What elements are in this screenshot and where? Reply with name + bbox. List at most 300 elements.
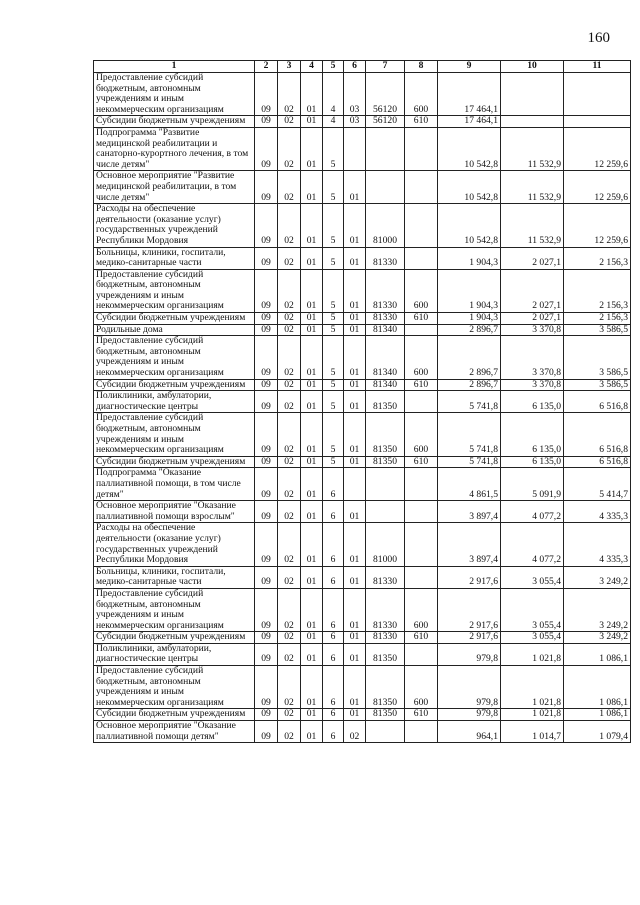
row-name: Основное мероприятие "Оказание паллиативной помощи взрослым" (94, 501, 255, 523)
rz-code: 09 (255, 379, 278, 391)
rz-code: 09 (255, 588, 278, 631)
table-row (94, 632, 631, 644)
table-header-row (94, 61, 631, 73)
direction-code: 56120 (366, 116, 405, 128)
program-code: 01 (301, 709, 323, 721)
amount-year2: 2 027,1 (501, 313, 564, 325)
expense-type-code: 610 (405, 456, 438, 468)
subprogram-code: 4 (323, 116, 344, 128)
program-code: 01 (301, 127, 323, 170)
row-name: Больницы, клиники, госпитали, медико-санитарные части (94, 566, 255, 588)
pr-code: 02 (278, 456, 301, 468)
rz-code: 09 (255, 269, 278, 312)
expense-type-code: 600 (405, 413, 438, 456)
event-code: 01 (344, 171, 366, 204)
amount-year2: 11 532,9 (501, 204, 564, 247)
amount-year3: 4 335,3 (564, 523, 631, 566)
amount-year2: 1 021,8 (501, 709, 564, 721)
amount-year1: 5 741,8 (438, 413, 501, 456)
amount-year1: 2 896,7 (438, 336, 501, 379)
subprogram-code: 5 (323, 269, 344, 312)
expense-type-code (405, 721, 438, 743)
table-row (94, 324, 631, 336)
expense-type-code: 610 (405, 379, 438, 391)
expense-type-code: 600 (405, 588, 438, 631)
expense-type-code (405, 566, 438, 588)
amount-year1: 2 917,6 (438, 632, 501, 644)
pr-code: 02 (278, 721, 301, 743)
column-header: 4 (301, 61, 323, 73)
table-row (94, 313, 631, 325)
pr-code: 02 (278, 391, 301, 413)
expense-type-code: 600 (405, 73, 438, 116)
direction-code: 81350 (366, 666, 405, 709)
direction-code: 81350 (366, 413, 405, 456)
direction-code (366, 501, 405, 523)
direction-code: 81000 (366, 523, 405, 566)
direction-code: 81350 (366, 456, 405, 468)
subprogram-code: 5 (323, 379, 344, 391)
column-header: 9 (438, 61, 501, 73)
event-code: 01 (344, 523, 366, 566)
table-row (94, 269, 631, 312)
table-body (94, 73, 631, 743)
expense-type-code (405, 324, 438, 336)
direction-code: 81350 (366, 709, 405, 721)
program-code: 01 (301, 501, 323, 523)
program-code: 01 (301, 73, 323, 116)
row-name: Предоставление субсидий бюджетным, автономным учреждениям и иным некоммерческим организациям (94, 588, 255, 631)
pr-code: 02 (278, 468, 301, 501)
rz-code: 09 (255, 324, 278, 336)
subprogram-code: 4 (323, 73, 344, 116)
event-code: 01 (344, 324, 366, 336)
event-code: 03 (344, 116, 366, 128)
rz-code: 09 (255, 523, 278, 566)
amount-year1: 1 904,3 (438, 247, 501, 269)
table-row (94, 468, 631, 501)
rz-code: 09 (255, 643, 278, 665)
program-code: 01 (301, 269, 323, 312)
subprogram-code: 5 (323, 204, 344, 247)
subprogram-code: 6 (323, 501, 344, 523)
subprogram-code: 6 (323, 643, 344, 665)
amount-year3 (564, 73, 631, 116)
pr-code: 02 (278, 116, 301, 128)
amount-year2: 1 014,7 (501, 721, 564, 743)
amount-year3: 12 259,6 (564, 204, 631, 247)
row-name: Поликлиники, амбулатории, диагностические центры (94, 643, 255, 665)
budget-table (93, 60, 631, 743)
event-code (344, 468, 366, 501)
direction-code: 81350 (366, 391, 405, 413)
pr-code: 02 (278, 247, 301, 269)
amount-year1: 1 904,3 (438, 313, 501, 325)
rz-code: 09 (255, 721, 278, 743)
pr-code: 02 (278, 666, 301, 709)
direction-code (366, 468, 405, 501)
column-header: 7 (366, 61, 405, 73)
amount-year3: 6 516,8 (564, 391, 631, 413)
expense-type-code (405, 523, 438, 566)
pr-code: 02 (278, 73, 301, 116)
expense-type-code (405, 643, 438, 665)
table-row (94, 204, 631, 247)
row-name: Расходы на обеспечение деятельности (оказание услуг) государственных учреждений Республики Мордовия (94, 204, 255, 247)
direction-code: 81340 (366, 379, 405, 391)
amount-year1: 10 542,8 (438, 204, 501, 247)
amount-year3: 4 335,3 (564, 501, 631, 523)
program-code: 01 (301, 523, 323, 566)
expense-type-code: 610 (405, 632, 438, 644)
event-code: 01 (344, 666, 366, 709)
amount-year1: 3 897,4 (438, 523, 501, 566)
direction-code: 56120 (366, 73, 405, 116)
program-code: 01 (301, 721, 323, 743)
row-name: Субсидии бюджетным учреждениям (94, 313, 255, 325)
row-name: Субсидии бюджетным учреждениям (94, 379, 255, 391)
table-row (94, 523, 631, 566)
amount-year3: 1 086,1 (564, 666, 631, 709)
rz-code: 09 (255, 116, 278, 128)
row-name: Субсидии бюджетным учреждениям (94, 709, 255, 721)
direction-code: 81330 (366, 588, 405, 631)
subprogram-code: 6 (323, 566, 344, 588)
event-code: 01 (344, 566, 366, 588)
table-row (94, 588, 631, 631)
amount-year1: 2 896,7 (438, 379, 501, 391)
expense-type-code (405, 501, 438, 523)
expense-type-code: 610 (405, 313, 438, 325)
rz-code: 09 (255, 456, 278, 468)
table-row (94, 709, 631, 721)
event-code: 01 (344, 413, 366, 456)
row-name: Расходы на обеспечение деятельности (оказание услуг) государственных учреждений Республики Мордовия (94, 523, 255, 566)
row-name: Предоставление субсидий бюджетным, автономным учреждениям и иным некоммерческим организациям (94, 666, 255, 709)
pr-code: 02 (278, 379, 301, 391)
expense-type-code (405, 391, 438, 413)
rz-code: 09 (255, 566, 278, 588)
table-row (94, 379, 631, 391)
expense-type-code: 610 (405, 116, 438, 128)
event-code (344, 127, 366, 170)
amount-year1: 3 897,4 (438, 501, 501, 523)
event-code: 03 (344, 73, 366, 116)
program-code: 01 (301, 468, 323, 501)
subprogram-code: 5 (323, 313, 344, 325)
subprogram-code: 5 (323, 456, 344, 468)
rz-code: 09 (255, 171, 278, 204)
event-code: 01 (344, 643, 366, 665)
row-name: Предоставление субсидий бюджетным, автономным учреждениям и иным некоммерческим организациям (94, 73, 255, 116)
subprogram-code: 5 (323, 247, 344, 269)
direction-code: 81330 (366, 566, 405, 588)
pr-code: 02 (278, 127, 301, 170)
amount-year3: 1 086,1 (564, 709, 631, 721)
direction-code: 81000 (366, 204, 405, 247)
direction-code (366, 127, 405, 170)
table-row (94, 413, 631, 456)
amount-year1: 979,8 (438, 709, 501, 721)
table-row (94, 643, 631, 665)
rz-code: 09 (255, 73, 278, 116)
pr-code: 02 (278, 324, 301, 336)
rz-code: 09 (255, 204, 278, 247)
subprogram-code: 6 (323, 468, 344, 501)
event-code: 01 (344, 632, 366, 644)
program-code: 01 (301, 456, 323, 468)
row-name: Поликлиники, амбулатории, диагностические центры (94, 391, 255, 413)
amount-year1: 979,8 (438, 643, 501, 665)
amount-year3: 3 586,5 (564, 324, 631, 336)
event-code: 01 (344, 391, 366, 413)
program-code: 01 (301, 247, 323, 269)
amount-year2 (501, 73, 564, 116)
program-code: 01 (301, 313, 323, 325)
amount-year1: 2 917,6 (438, 566, 501, 588)
amount-year2: 1 021,8 (501, 643, 564, 665)
rz-code: 09 (255, 391, 278, 413)
amount-year3: 12 259,6 (564, 127, 631, 170)
event-code: 01 (344, 269, 366, 312)
table-row (94, 721, 631, 743)
rz-code: 09 (255, 709, 278, 721)
amount-year3: 3 586,5 (564, 379, 631, 391)
event-code: 02 (344, 721, 366, 743)
amount-year1: 10 542,8 (438, 171, 501, 204)
rz-code: 09 (255, 247, 278, 269)
amount-year1: 979,8 (438, 666, 501, 709)
subprogram-code: 6 (323, 632, 344, 644)
expense-type-code (405, 247, 438, 269)
program-code: 01 (301, 204, 323, 247)
program-code: 01 (301, 171, 323, 204)
expense-type-code: 600 (405, 269, 438, 312)
expense-type-code: 600 (405, 666, 438, 709)
row-name: Подпрограмма "Оказание паллиативной помощи, в том числе детям" (94, 468, 255, 501)
subprogram-code: 5 (323, 413, 344, 456)
amount-year1: 5 741,8 (438, 391, 501, 413)
program-code: 01 (301, 379, 323, 391)
amount-year2: 5 091,9 (501, 468, 564, 501)
program-code: 01 (301, 391, 323, 413)
amount-year1: 10 542,8 (438, 127, 501, 170)
expense-type-code: 600 (405, 336, 438, 379)
amount-year2: 4 077,2 (501, 523, 564, 566)
program-code: 01 (301, 632, 323, 644)
row-name: Основное мероприятие "Развитие медицинской реабилитации, в том числе детям" (94, 171, 255, 204)
page-number: 160 (587, 30, 610, 46)
table-row (94, 336, 631, 379)
table-row (94, 456, 631, 468)
direction-code (366, 721, 405, 743)
amount-year1: 17 464,1 (438, 116, 501, 128)
direction-code: 81330 (366, 632, 405, 644)
amount-year3: 12 259,6 (564, 171, 631, 204)
subprogram-code: 6 (323, 588, 344, 631)
amount-year3: 3 249,2 (564, 566, 631, 588)
amount-year2: 11 532,9 (501, 127, 564, 170)
pr-code: 02 (278, 588, 301, 631)
subprogram-code: 6 (323, 666, 344, 709)
pr-code: 02 (278, 171, 301, 204)
program-code: 01 (301, 324, 323, 336)
row-name: Больницы, клиники, госпитали, медико-санитарные части (94, 247, 255, 269)
program-code: 01 (301, 566, 323, 588)
pr-code: 02 (278, 632, 301, 644)
table-row (94, 566, 631, 588)
amount-year3: 3 249,2 (564, 632, 631, 644)
rz-code: 09 (255, 127, 278, 170)
amount-year2 (501, 116, 564, 128)
table-row (94, 116, 631, 128)
event-code: 01 (344, 204, 366, 247)
subprogram-code: 6 (323, 523, 344, 566)
row-name: Субсидии бюджетным учреждениям (94, 456, 255, 468)
rz-code: 09 (255, 413, 278, 456)
rz-code: 09 (255, 313, 278, 325)
amount-year1: 1 904,3 (438, 269, 501, 312)
subprogram-code: 5 (323, 336, 344, 379)
row-name: Предоставление субсидий бюджетным, автономным учреждениям и иным некоммерческим организациям (94, 413, 255, 456)
amount-year1: 17 464,1 (438, 73, 501, 116)
amount-year2: 3 055,4 (501, 632, 564, 644)
amount-year2: 11 532,9 (501, 171, 564, 204)
pr-code: 02 (278, 269, 301, 312)
subprogram-code: 5 (323, 324, 344, 336)
amount-year3: 2 156,3 (564, 313, 631, 325)
row-name: Родильные дома (94, 324, 255, 336)
amount-year2: 3 370,8 (501, 324, 564, 336)
amount-year2: 1 021,8 (501, 666, 564, 709)
pr-code: 02 (278, 709, 301, 721)
amount-year2: 3 055,4 (501, 566, 564, 588)
pr-code: 02 (278, 566, 301, 588)
program-code: 01 (301, 666, 323, 709)
amount-year2: 6 135,0 (501, 456, 564, 468)
amount-year3: 1 086,1 (564, 643, 631, 665)
amount-year2: 2 027,1 (501, 247, 564, 269)
row-name: Предоставление субсидий бюджетным, автономным учреждениям и иным некоммерческим организациям (94, 336, 255, 379)
direction-code: 81330 (366, 269, 405, 312)
event-code: 01 (344, 501, 366, 523)
row-name: Подпрограмма "Развитие медицинской реабилитации и санаторно-курортного лечения, в том числе детям" (94, 127, 255, 170)
amount-year2: 2 027,1 (501, 269, 564, 312)
table-row (94, 73, 631, 116)
direction-code: 81330 (366, 247, 405, 269)
amount-year1: 2 896,7 (438, 324, 501, 336)
direction-code (366, 171, 405, 204)
amount-year1: 2 917,6 (438, 588, 501, 631)
amount-year3: 2 156,3 (564, 269, 631, 312)
amount-year3: 3 249,2 (564, 588, 631, 631)
row-name: Субсидии бюджетным учреждениям (94, 116, 255, 128)
column-header: 6 (344, 61, 366, 73)
amount-year3: 6 516,8 (564, 456, 631, 468)
column-header: 1 (94, 61, 255, 73)
amount-year2: 3 370,8 (501, 379, 564, 391)
amount-year2: 3 055,4 (501, 588, 564, 631)
table-row (94, 501, 631, 523)
amount-year1: 4 861,5 (438, 468, 501, 501)
amount-year3: 5 414,7 (564, 468, 631, 501)
subprogram-code: 6 (323, 721, 344, 743)
table-row (94, 127, 631, 170)
pr-code: 02 (278, 313, 301, 325)
pr-code: 02 (278, 413, 301, 456)
direction-code: 81340 (366, 324, 405, 336)
pr-code: 02 (278, 336, 301, 379)
amount-year2: 3 370,8 (501, 336, 564, 379)
column-header: 11 (564, 61, 631, 73)
event-code: 01 (344, 456, 366, 468)
amount-year3: 2 156,3 (564, 247, 631, 269)
pr-code: 02 (278, 643, 301, 665)
expense-type-code (405, 204, 438, 247)
direction-code: 81350 (366, 643, 405, 665)
expense-type-code (405, 468, 438, 501)
table-row (94, 391, 631, 413)
table-row (94, 666, 631, 709)
event-code: 01 (344, 313, 366, 325)
amount-year3: 1 079,4 (564, 721, 631, 743)
program-code: 01 (301, 413, 323, 456)
rz-code: 09 (255, 501, 278, 523)
table-row (94, 171, 631, 204)
column-header: 10 (501, 61, 564, 73)
event-code: 01 (344, 379, 366, 391)
subprogram-code: 5 (323, 171, 344, 204)
rz-code: 09 (255, 632, 278, 644)
row-name: Предоставление субсидий бюджетным, автономным учреждениям и иным некоммерческим организациям (94, 269, 255, 312)
amount-year2: 6 135,0 (501, 413, 564, 456)
subprogram-code: 5 (323, 391, 344, 413)
event-code: 01 (344, 709, 366, 721)
event-code: 01 (344, 336, 366, 379)
rz-code: 09 (255, 666, 278, 709)
event-code: 01 (344, 247, 366, 269)
expense-type-code: 610 (405, 709, 438, 721)
pr-code: 02 (278, 204, 301, 247)
pr-code: 02 (278, 523, 301, 566)
amount-year3 (564, 116, 631, 128)
amount-year2: 6 135,0 (501, 391, 564, 413)
program-code: 01 (301, 116, 323, 128)
event-code: 01 (344, 588, 366, 631)
amount-year3: 6 516,8 (564, 413, 631, 456)
amount-year1: 5 741,8 (438, 456, 501, 468)
direction-code: 81330 (366, 313, 405, 325)
program-code: 01 (301, 588, 323, 631)
amount-year2: 4 077,2 (501, 501, 564, 523)
pr-code: 02 (278, 501, 301, 523)
direction-code: 81340 (366, 336, 405, 379)
expense-type-code (405, 127, 438, 170)
table-row (94, 247, 631, 269)
subprogram-code: 5 (323, 127, 344, 170)
rz-code: 09 (255, 468, 278, 501)
subprogram-code: 6 (323, 709, 344, 721)
row-name: Субсидии бюджетным учреждениям (94, 632, 255, 644)
program-code: 01 (301, 643, 323, 665)
expense-type-code (405, 171, 438, 204)
column-header: 8 (405, 61, 438, 73)
amount-year1: 964,1 (438, 721, 501, 743)
column-header: 5 (323, 61, 344, 73)
program-code: 01 (301, 336, 323, 379)
column-header: 2 (255, 61, 278, 73)
column-header: 3 (278, 61, 301, 73)
